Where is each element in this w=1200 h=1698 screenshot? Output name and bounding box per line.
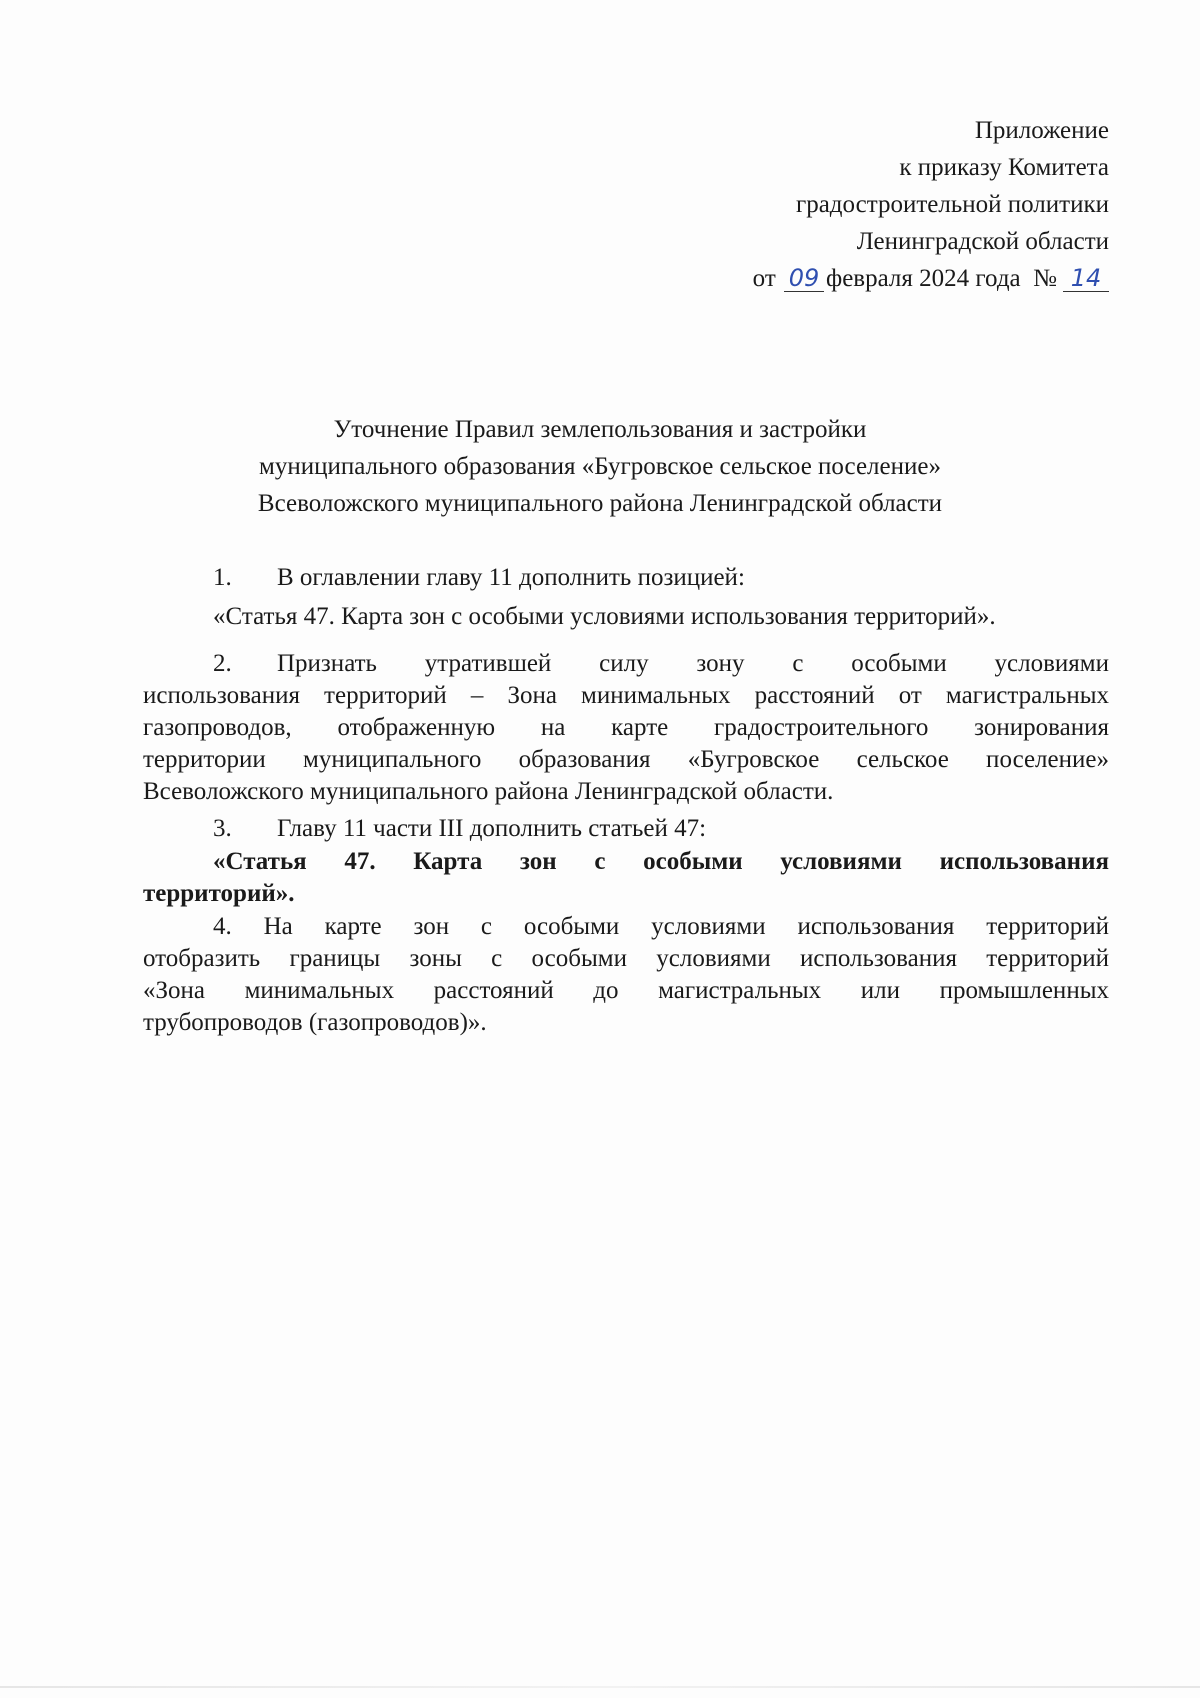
item-3-bold-line-2: территорий». bbox=[143, 880, 295, 907]
date-prefix: от bbox=[752, 265, 776, 292]
item-1-quote-text: «Статья 47. Карта зон с особыми условиями использования территорий». bbox=[213, 603, 996, 630]
title-line-3: Всеволожского муниципального района Ленинградской области bbox=[257, 490, 943, 517]
item-2-line-5: Всеволожского муниципального района Ленинградской области. bbox=[143, 778, 834, 805]
document-title bbox=[0, 411, 1200, 522]
item-4-line-1: 4. На карте зон с особыми условиями использования территорий bbox=[213, 913, 1109, 940]
item-4-line-2: отобразить границы зоны с особыми условиями использования территорий bbox=[143, 945, 1109, 972]
header-date-line bbox=[753, 260, 1109, 297]
item-1-quote bbox=[143, 601, 1109, 633]
item-3-number: 3. bbox=[213, 815, 232, 842]
item-2-number: 2. bbox=[213, 650, 232, 677]
item-2 bbox=[143, 648, 1109, 808]
item-3-bold-line-1: «Статья 47. Карта зон с особыми условиями использования bbox=[213, 848, 1109, 875]
title-line-1: Уточнение Правил землепользования и застройки bbox=[333, 416, 867, 443]
handwritten-day: 09 bbox=[784, 265, 824, 292]
item-3-text: Главу 11 части III дополнить статьей 47: bbox=[277, 815, 707, 842]
header-line-2: к приказу Комитета bbox=[899, 154, 1109, 181]
item-4 bbox=[143, 911, 1109, 1039]
item-2-line-3: газопроводов, отображенную на карте градостроительного зонирования bbox=[143, 714, 1109, 741]
item-1-text: В оглавлении главу 11 дополнить позицией: bbox=[277, 564, 745, 591]
item-2-line-1 bbox=[143, 648, 1109, 680]
item-2-line-2: использования территорий – Зона минимальных расстояний от магистральных bbox=[143, 682, 1109, 709]
item-2-line-1-text: Признать утратившей силу зону с особыми условиями bbox=[277, 650, 1109, 677]
number-sign: № bbox=[1033, 265, 1057, 292]
item-3 bbox=[143, 813, 1109, 845]
header-line-3: градостроительной политики bbox=[795, 191, 1109, 218]
appendix-header bbox=[753, 112, 1109, 297]
scan-edge-line bbox=[0, 1686, 1200, 1688]
item-3-article bbox=[143, 846, 1109, 910]
item-1-number: 1. bbox=[213, 564, 232, 591]
item-4-line-4: трубопроводов (газопроводов)». bbox=[143, 1009, 487, 1036]
handwritten-number: 14 bbox=[1063, 265, 1109, 292]
item-2-line-4: территории муниципального образования «Бугровское сельское поселение» bbox=[143, 746, 1109, 773]
item-1 bbox=[143, 562, 1109, 594]
title-line-2: муниципального образования «Бугровское сельское поселение» bbox=[259, 453, 941, 480]
header-line-4: Ленинградской области bbox=[856, 228, 1109, 255]
date-rest: февраля 2024 года bbox=[826, 265, 1021, 292]
item-4-line-3: «Зона минимальных расстояний до магистральных или промышленных bbox=[143, 977, 1109, 1004]
header-line-1: Приложение bbox=[974, 117, 1109, 144]
